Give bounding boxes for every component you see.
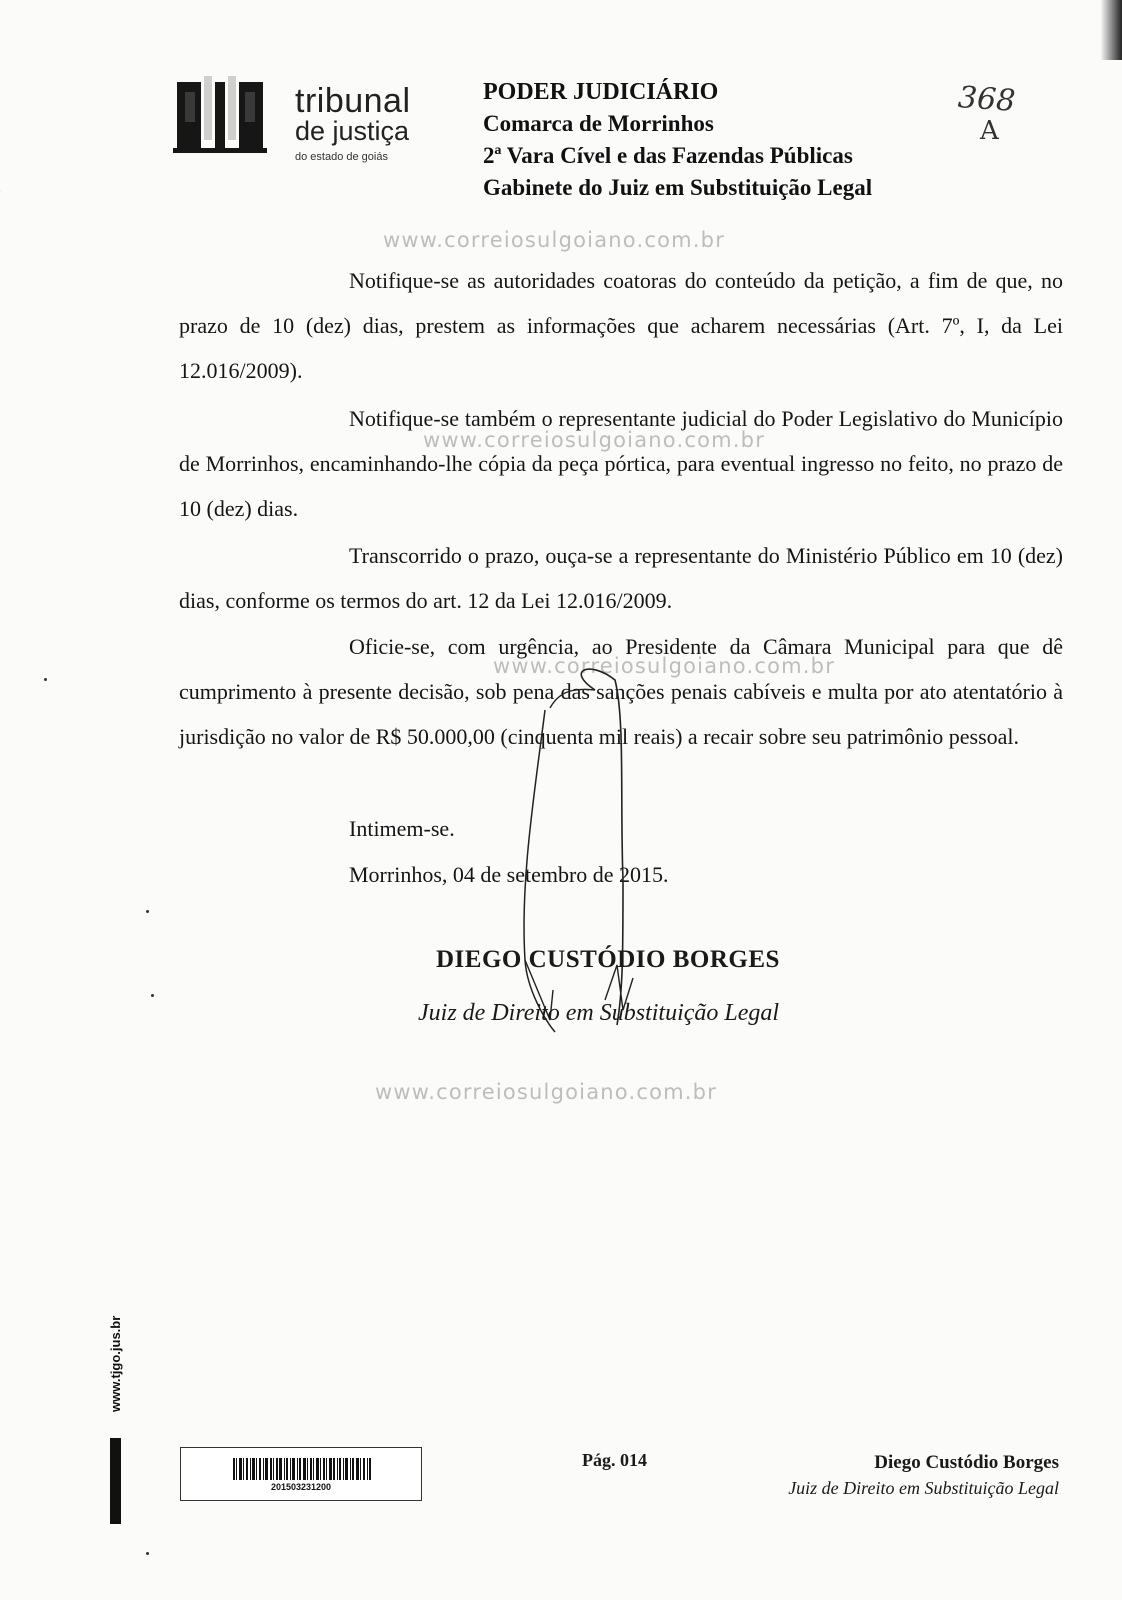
header-line-4: Gabinete do Juiz em Substituição Legal [483,175,873,200]
barcode-icon [233,1458,371,1480]
tribunal-logo [173,66,423,176]
watermark: www.correiosulgoiano.com.br [375,1080,718,1104]
handwritten-signature [505,660,685,1040]
scan-edge-shadow [1100,0,1122,60]
side-marker-bar [110,1438,121,1524]
closing-line: Intimem-se. [349,816,455,841]
court-header [483,76,872,204]
speck [146,910,149,913]
speck [151,994,154,997]
speck [146,1552,149,1555]
barcode-box [180,1447,422,1501]
watermark: www.correiosulgoiano.com.br [423,428,766,452]
signatory-title: Juiz de Direito em Substituição Legal [418,1000,780,1026]
barcode-number: 201503231200 [270,1482,332,1492]
header-line-1: PODER JUDICIÁRIO [483,79,719,105]
logo-line-3: do estado de goiás [295,151,388,163]
watermark: www.correiosulgoiano.com.br [383,228,726,252]
footer-signatory-title: Juiz de Direito em Substituição Legal [788,1478,1059,1498]
header-line-2: Comarca de Morrinhos [483,111,714,136]
paragraph-2: Notifique-se também o representante judicial do Poder Legislativo do Município de Morrinhos, encaminhando-lhe cópia da peça pórtica, para eventual ingresso no feito, no prazo de 10 (dez) dias. [179,406,1063,521]
side-url: www.tjgo.jus.br [108,1315,123,1412]
watermark: www.correiosulgoiano.com.br [493,654,836,678]
speck [44,678,47,681]
signatory-name: DIEGO CUSTÓDIO BORGES [436,946,780,973]
logo-line-1: tribunal [295,82,411,120]
tribunal-logo-icon [173,66,267,164]
paragraph-3: Transcorrido o prazo, ouça-se a representante do Ministério Público em 10 (dez) dias, conforme os termos do art. 12 da Lei 12.016/2009. [179,543,1063,613]
footer-signatory-name: Diego Custódio Borges [874,1452,1059,1473]
header-line-3: 2ª Vara Cível e das Fazendas Públicas [483,143,853,168]
handwritten-folio-number: 368 [956,80,1017,119]
place-date-line: Morrinhos, 04 de setembro de 2015. [349,862,669,887]
paragraph-1: Notifique-se as autoridades coatoras do conteúdo da petição, a fim de que, no prazo de 10 (dez) dias, prestem as informações que acharem necessárias (Art. 7º, I, da Lei 12.016/2009). [179,268,1063,383]
logo-line-2: de justiça [295,116,410,146]
handwritten-mark: A [980,116,999,146]
page-number: Pág. 014 [582,1450,647,1470]
paragraph-4: Oficie-se, com urgência, ao Presidente da Câmara Municipal para que dê cumprimento à presente decisão, sob pena das sanções penais cabíveis e multa por ato atentatório à jurisdição no valor de R$ 50.000,00 (cinquenta mil reais) a recair sobre seu patrimônio pessoal. [179,634,1063,749]
scan-artifact-line [0,190,2,265]
